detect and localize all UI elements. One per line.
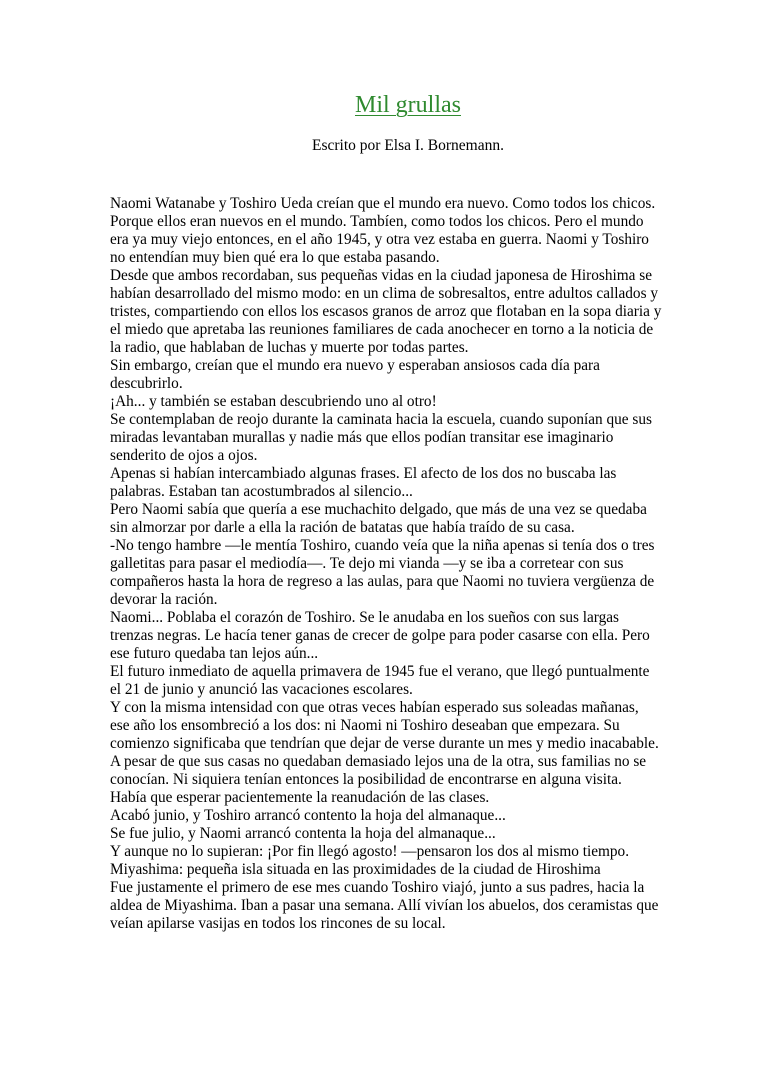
paragraph: A pesar de que sus casas no quedaban demasiado lejos una de la otra, sus familias no se conocían. Ni siquiera tenían entonces la posibilidad de encontrarse en alguna visita. Había que esperar pacientemente la reanudación de las clases. [110,753,647,806]
paragraph: El futuro inmediato de aquella primavera de 1945 fue el verano, que llegó puntualmente el 21 de junio y anunció las vacaciones escolares. [110,663,650,698]
paragraph: Y aunque no lo supieran: ¡Por fin llegó agosto! —pensaron los dos al mismo tiempo. [110,843,630,860]
author-line: Escrito por Elsa I. Bornemann. [312,137,504,154]
footnote-paragraph: Miyashima: pequeña isla situada en las proximidades de la ciudad de Hiroshima [110,861,601,878]
paragraph: -No tengo hambre —le mentía Toshiro, cuando veía que la niña apenas si tenía dos o tres galletitas para pasar el mediodía—. Te dejo mi vianda —y se iba a corretear con sus compañeros hasta la hora de regreso a las aulas, para que Naomi no tuviera vergüenza de devorar la ración. [110,537,655,608]
paragraph: Fue justamente el primero de ese mes cuando Toshiro viajó, junto a sus padres, hacia la aldea de Miyashima. Iban a pasar una semana. Allí vivían los abuelos, dos ceramistas que veían apilarse vasijas en todos los rincones de su local. [110,879,659,932]
paragraph: ¡Ah... y también se estaban descubriendo uno al otro! [110,393,437,410]
document-body [110,195,662,933]
paragraph: Y con la misma intensidad con que otras veces habían esperado sus soleadas mañanas, ese año los ensombreció a los dos: ni Naomi ni Toshiro deseaban que empezara. Su comienzo significaba que tendrían que dejar de verse durante un mes y medio inacabable. [110,699,659,752]
paragraph: Pero Naomi sabía que quería a ese muchachito delgado, que más de una vez se quedaba sin almorzar por darle a ella la ración de batatas que había traído de su casa. [110,501,647,536]
document-page [110,88,662,933]
paragraph: Naomi Watanabe y Toshiro Ueda creían que el mundo era nuevo. Como todos los chicos. [110,195,656,212]
paragraph: Se fue julio, y Naomi arrancó contenta la hoja del almanaque... [110,825,496,842]
paragraph: Naomi... Poblaba el corazón de Toshiro. Se le anudaba en los sueños con sus largas trenzas negras. Le hacía tener ganas de crecer de golpe para poder casarse con ella. Pero ese futuro quedaba tan lejos aún... [110,609,650,662]
paragraph: Acabó junio, y Toshiro arrancó contento la hoja del almanaque... [110,807,506,824]
paragraph: Sin embargo, creían que el mundo era nuevo y esperaban ansiosos cada día para descubrirlo. [110,357,600,392]
title-block [110,88,662,122]
paragraph: Apenas si habían intercambiado algunas frases. El afecto de los dos no buscaba las palabras. Estaban tan acostumbrados al silencio... [110,465,617,500]
paragraph: Porque ellos eran nuevos en el mundo. Tambíen, como todos los chicos. Pero el mundo era ya muy viejo entonces, en el año 1945, y otra vez estaba en guerra. Naomi y Toshiro no entendían muy bien qué era lo que estaba pasando. [110,213,649,266]
paragraph: Se contemplaban de reojo durante la caminata hacia la escuela, cuando suponían que sus miradas levantaban murallas y nadie más que ellos podían transitar ese imaginario senderito de ojos a ojos. [110,411,652,464]
document-title[interactable]: Mil grullas [355,92,461,118]
paragraph: Desde que ambos recordaban, sus pequeñas vidas en la ciudad japonesa de Hiroshima se habían desarrollado del mismo modo: en un clima de sobresaltos, entre adultos callados y tristes, compartiendo con ellos los escasos granos de arroz que flotaban en la sopa diaria y el miedo que apretaba las reuniones familiares de cada anochecer en torno a la noticia de la radio, que hablaban de luchas y muerte por todas partes. [110,267,662,356]
